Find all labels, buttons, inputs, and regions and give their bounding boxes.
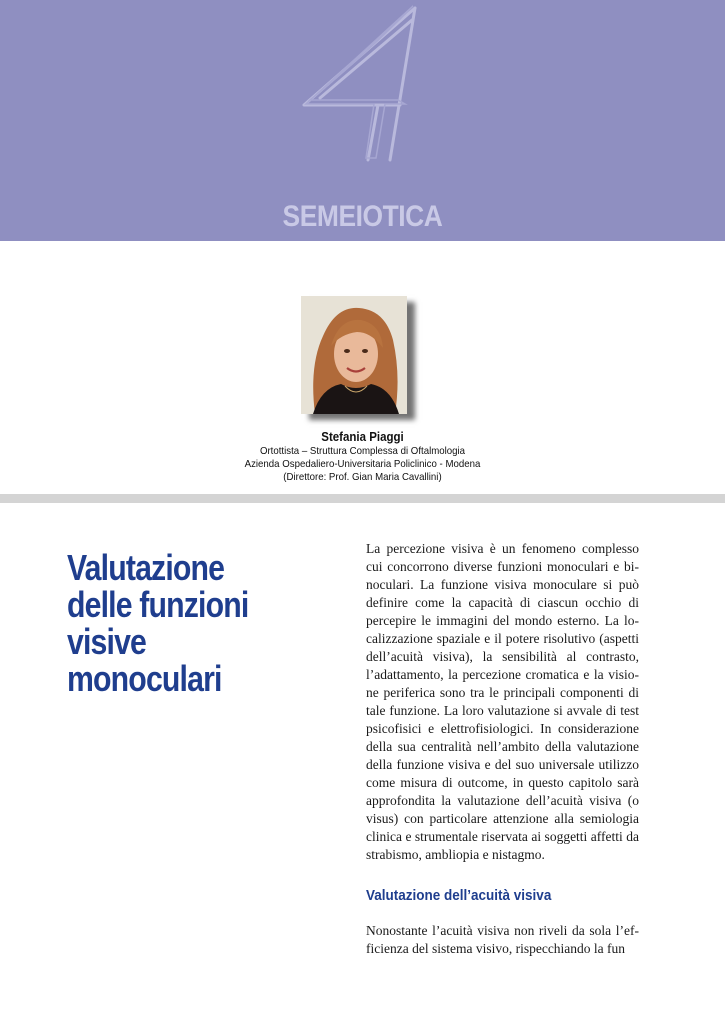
author-info	[150, 430, 575, 484]
chapter-number-graphic	[300, 0, 430, 165]
author-portrait	[301, 296, 407, 414]
chapter-number-label: 4	[300, 0, 301, 1]
section-title: SEMEIOTICA	[282, 200, 443, 233]
chapter-header-band	[0, 0, 725, 241]
intro-paragraph: La percezione visiva è un fenomeno complesso cui concorrono diverse funzioni monoculari e binoculari. La funzione visiva monoculare si può definire come la capacità di ciascun occhio di percepire le immagini del mondo esterno. La localizzazione spaziale e il potere risolutivo (aspetti dell’acuità visiva), la sensibilità al contrasto, l’adattamento, la percezione cromatica e la visione periferica sono tra le principali componenti di tale funzione. La loro valutazione si avvale di test psicofisici e elettrofisiologici. In considerazione della sua centralità nell’ambito della valutazione della funzione visiva e del suo universale utilizzo come misura di outcome, in questo capitolo sarà approfondita la valutazione dell’acuità visiva (o visus) con particolare attenzione alla semiologia clinica e strumentale riservata ai soggetti affetti da strabismo, ambliopia e nistagmo.	[366, 541, 639, 862]
author-institution: Azienda Ospedaliero-Universitaria Policlinico - Modena	[244, 458, 481, 470]
article-title-line: visive	[67, 621, 147, 662]
section-divider	[0, 494, 725, 503]
author-name: Stefania Piaggi	[321, 430, 404, 444]
article-title-line: delle funzioni	[67, 584, 249, 625]
author-director: (Direttore: Prof. Gian Maria Cavallini)	[283, 471, 442, 483]
body-paragraph: Nonostante l’acuità visiva non riveli da sola l’efficienza del sistema visivo, rispecchiando la fun	[366, 923, 639, 956]
article-title-line: Valutazione	[67, 547, 225, 588]
article-title	[67, 549, 294, 697]
section-subheading: Valutazione dell’acuità visiva	[366, 887, 552, 904]
author-role: Ortottista – Struttura Complessa di Oftalmologia	[259, 445, 466, 457]
article-title-line: monoculari	[67, 658, 222, 699]
